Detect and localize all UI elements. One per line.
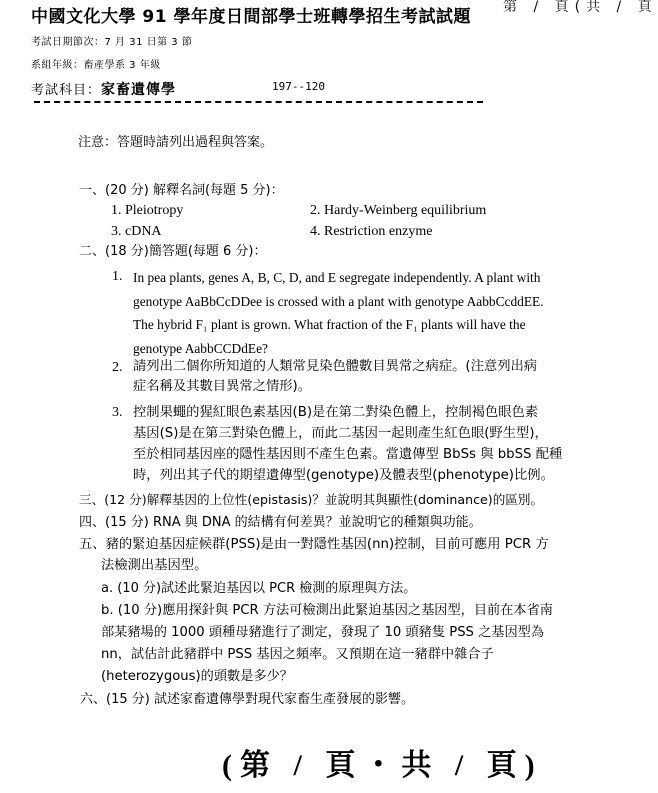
question-2-2-number: 2. (112, 360, 123, 375)
term-3: 3. cDNA (111, 224, 162, 239)
subject-label: 考試科目： (31, 83, 102, 98)
section-4-heading: 四、(15 分) RNA 與 DNA 的結構有何差異？並說明它的種類與功能。 (79, 515, 482, 530)
exam-title: 中國文化大學 91 學年度日間部學士班轉學招生考試試題 (31, 7, 471, 27)
question-line: 時，列出其子代的期望遺傳型(genotype)及體表型(phenotype)比例。 (133, 468, 554, 483)
term-4: 4. Restriction enzyme (310, 224, 433, 239)
section-6-heading: 六、(15 分) 試述家畜遺傳學對現代家畜生產發展的影響。 (80, 692, 414, 707)
question-line: 控制果蠅的猩紅眼色素基因(B)是在第二對染色體上，控制褐色眼色素 (133, 405, 539, 420)
exam-code: 197--120 (272, 80, 325, 93)
question-line: 基因(S)是在第三對染色體上，而此二基因一起則產生紅色眼(野生型)， (133, 426, 548, 441)
department-value: 畜產學系 3 年級 (83, 60, 161, 71)
question-line: 部某豬場的 1000 頭種母豬進行了測定，發現了 10 頭豬隻 PSS 之基因型為 (101, 625, 545, 640)
subject-value: 家畜遺傳學 (101, 82, 177, 98)
subject-line (31, 79, 176, 99)
section-5-heading (79, 534, 549, 576)
page-footer: (第 / 頁・共 / 頁) (222, 749, 543, 782)
page-corner-note: 第 / 頁(共 / 頁 (503, 0, 658, 15)
section-heading-line: 法檢測出基因型。 (101, 558, 208, 573)
question-line: genotype AaBbCcDDee is crossed with a plant with genotype AabbCcddEE. (133, 293, 544, 309)
department-line (31, 56, 161, 71)
question-5-a: a. (10 分)試述此緊迫基因以 PCR 檢測的原理與方法。 (101, 581, 417, 596)
term-2: 2. Hardy-Weinberg equilibrium (310, 203, 487, 218)
exam-date-line (31, 33, 192, 48)
question-2-2 (133, 357, 537, 397)
question-line: (heterozygous)的頭數是多少？ (101, 669, 293, 684)
question-2-1 (133, 266, 544, 360)
exam-date-value: 7 月 31 日第 3 節 (104, 37, 193, 48)
department-label: 系組年級： (31, 60, 84, 71)
question-2-3-number: 3. (112, 405, 123, 420)
question-line: 請列出二個你所知道的人類常見染色體數目異常之病症。(注意列出病 (133, 359, 538, 374)
question-line: The hybrid F₁ plant is grown. What fraction of the F₁ plants will have the (133, 317, 526, 332)
question-line: 症名稱及其數目異常之情形)。 (133, 379, 312, 394)
section-1-heading: 一、(20 分) 解釋名詞(每題 5 分)： (79, 183, 284, 198)
section-2-heading: 二、(18 分)簡答題(每題 6 分)： (79, 244, 267, 259)
term-1: 1. Pleiotropy (111, 203, 184, 218)
question-line: 至於相同基因座的隱性基因則不產生色素。當遺傳型 BbSs 與 bbSS 配種 (133, 447, 563, 462)
question-line: nn，試估計此豬群中 PSS 基因之頻率。又預期在這一豬群中雜合子 (101, 647, 494, 662)
question-5-b (101, 600, 553, 688)
header-divider (34, 101, 483, 103)
notice: 注意：答題時請列出過程與答案。 (78, 135, 274, 150)
question-line: In pea plants, genes A, B, C, D, and E segregate independently. A plant with (133, 270, 541, 285)
section-3-heading: 三、(12 分)解釋基因的上位性(epistasis)？並說明其與顯性(dominance)的區別。 (79, 492, 544, 507)
question-line: b. (10 分)應用探針與 PCR 方法可檢測出此緊迫基因之基因型，目前在本省南 (101, 603, 553, 618)
section-heading-line: 五、豬的緊迫基因症候群(PSS)是由一對隱性基因(nn)控制，目前可應用 PCR 方 (79, 537, 549, 552)
question-line: genotype AabbCCDdEe? (133, 340, 268, 356)
question-2-3 (133, 402, 562, 486)
exam-date-label: 考試日期節次： (31, 37, 105, 48)
question-2-1-number: 1. (112, 269, 123, 284)
